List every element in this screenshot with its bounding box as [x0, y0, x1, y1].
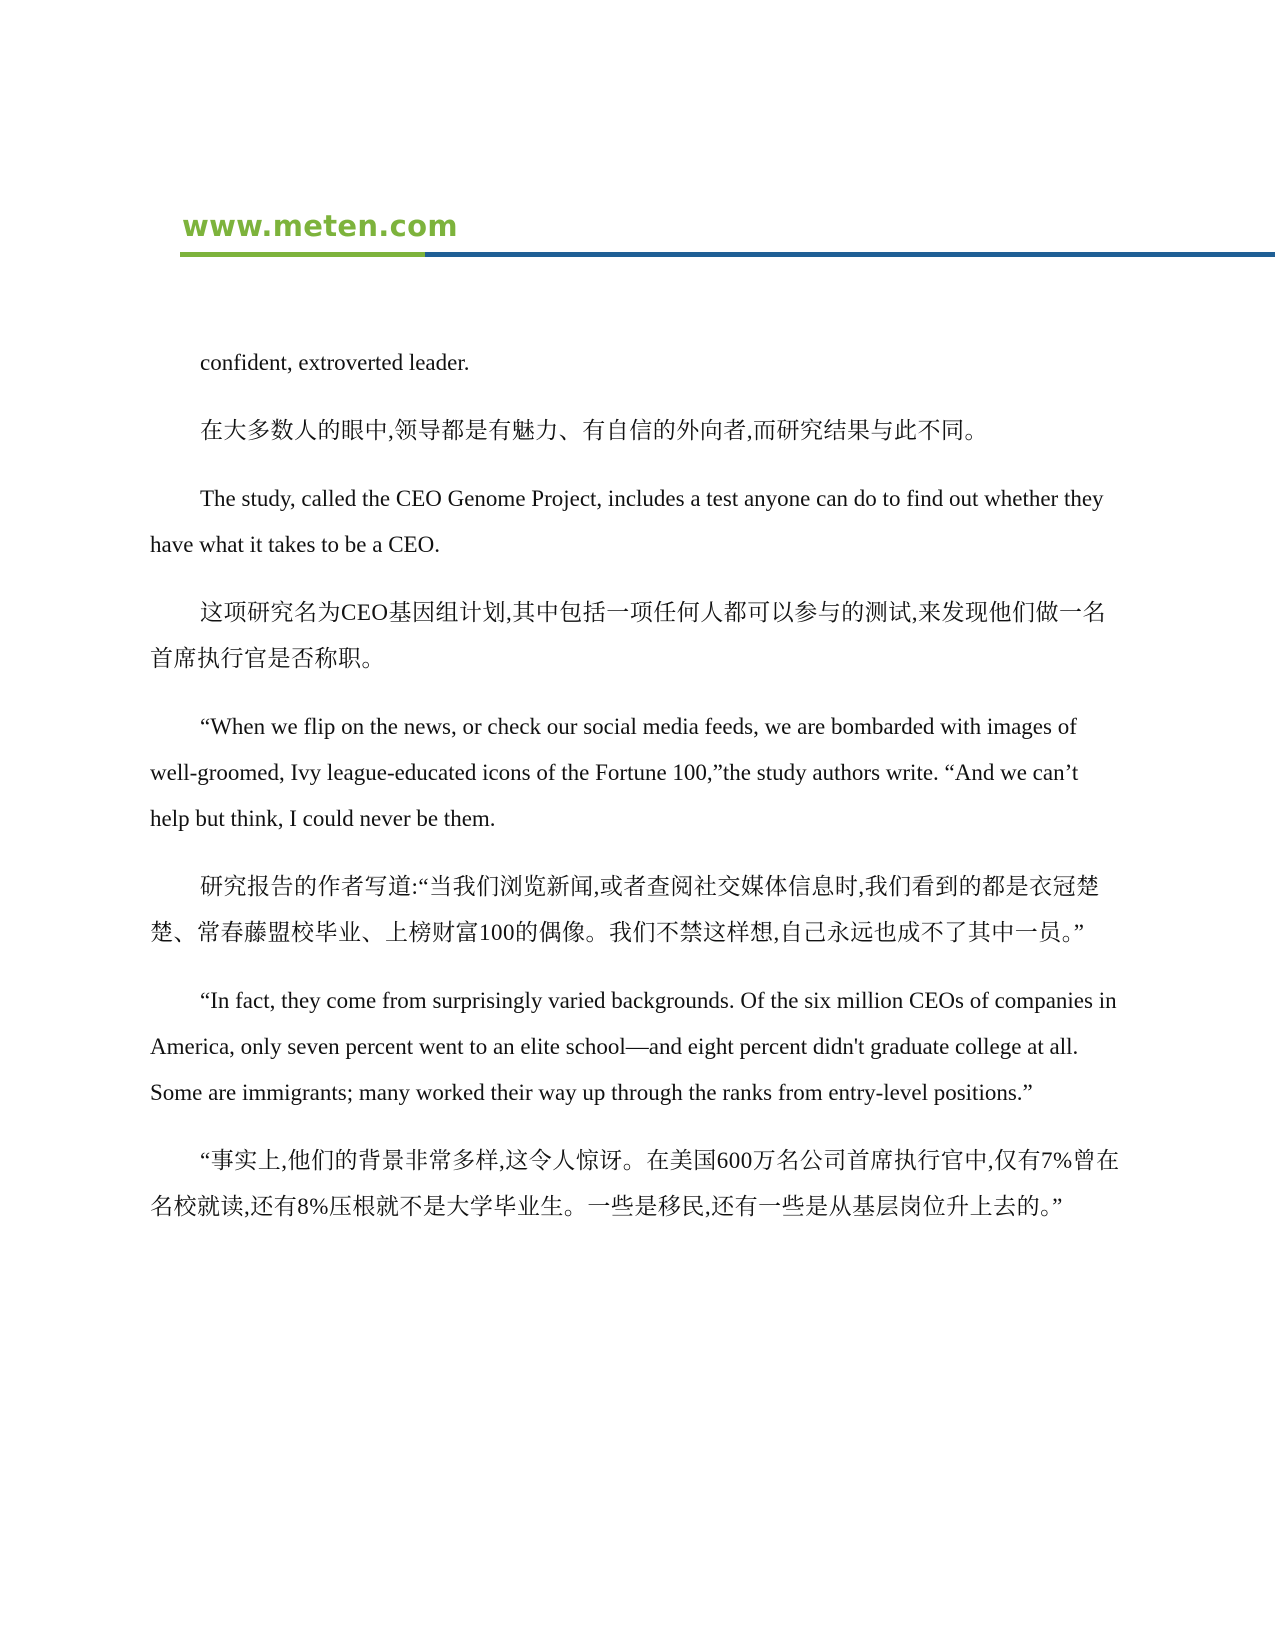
page-header [180, 209, 1275, 262]
paragraph-zh: 在大多数人的眼中,领导都是有魅力、有自信的外向者,而研究结果与此不同。 [200, 418, 988, 443]
paragraph-en: confident, extroverted leader. [200, 350, 470, 375]
document-body [150, 340, 1120, 1230]
header-rule-green [180, 252, 425, 257]
paragraph-en: The study, called the CEO Genome Project, includes a test anyone can do to find out whether they have what it takes to be a CEO. [150, 486, 1104, 557]
paragraph-zh: 这项研究名为CEO基因组计划,其中包括一项任何人都可以参与的测试,来发现他们做一名首席执行官是否称职。 [150, 600, 1106, 671]
paragraph-en: “When we flip on the news, or check our social media feeds, we are bombarded with images of well-groomed, Ivy league-educated icons of the Fortune 100,”the study authors write. “And we can’t help but think, I could never be them. [150, 714, 1079, 831]
paragraph-zh: “事实上,他们的背景非常多样,这令人惊讶。在美国600万名公司首席执行官中,仅有7%曾在名校就读,还有8%压根就不是大学毕业生。一些是移民,还有一些是从基层岗位升上去的。” [150, 1148, 1120, 1219]
header-rule-blue [425, 252, 1275, 257]
paragraph-zh: 研究报告的作者写道:“当我们浏览新闻,或者查阅社交媒体信息时,我们看到的都是衣冠楚楚、常春藤盟校毕业、上榜财富100的偶像。我们不禁这样想,自己永远也成不了其中一员。” [150, 874, 1100, 945]
paragraph-en: “In fact, they come from surprisingly varied backgrounds. Of the six million CEOs of companies in America, only seven percent went to an elite school—and eight percent didn't graduate college at all. Some are immigrants; many worked their way up through the ranks from entry-level positions.” [150, 988, 1117, 1105]
site-url: www.meten.com [182, 209, 458, 243]
